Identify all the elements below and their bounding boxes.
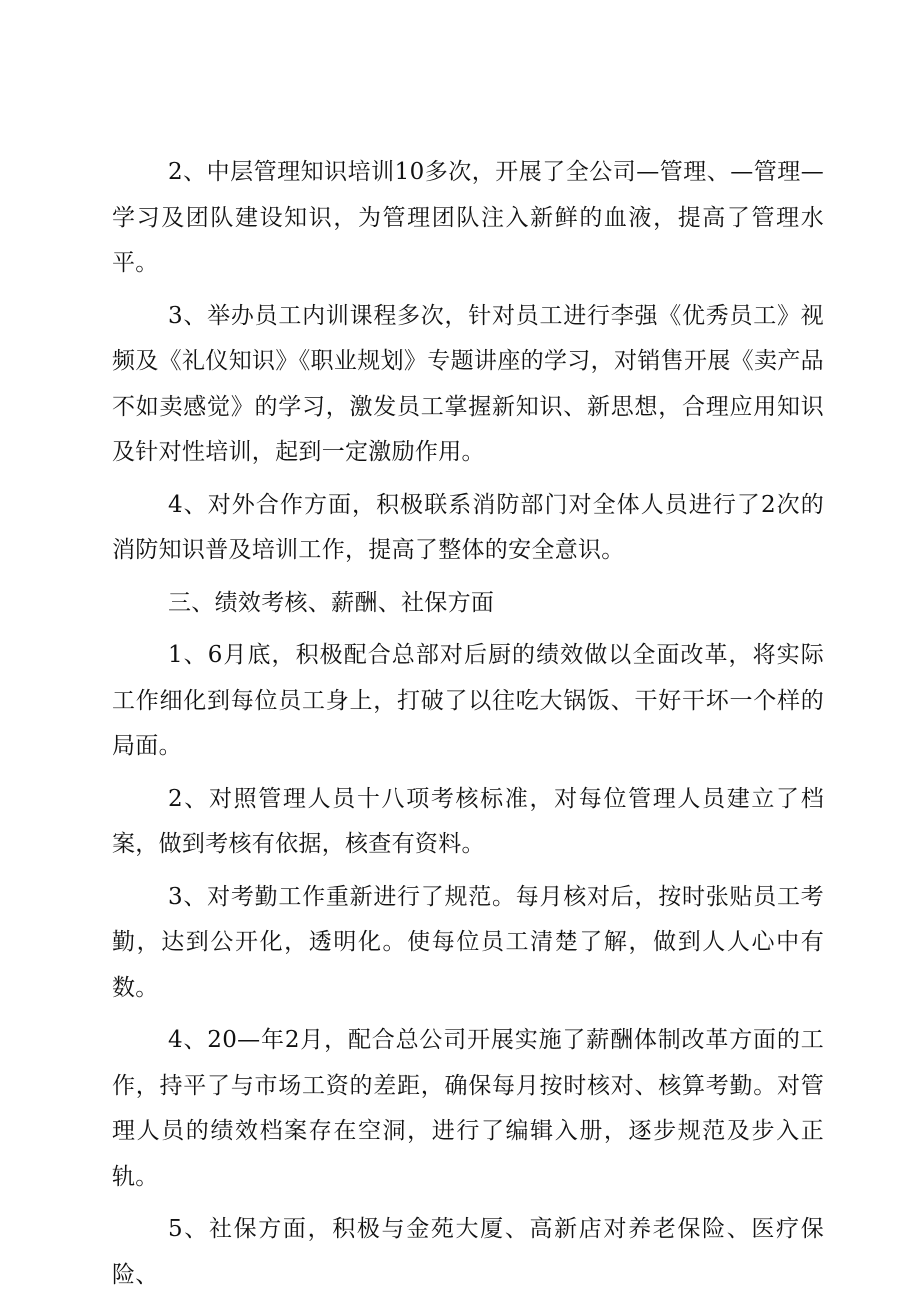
paragraph-assessment-standards: 2、对照管理人员十八项考核标准，对每位管理人员建立了档案，做到考核有依据，核查有资料。 [112, 785, 824, 857]
paragraph-kitchen-reform: 1、6月底，积极配合总部对后厨的绩效做以全面改革，将实际工作细化到每位员工身上，打破了以往吃大锅饭、干好干坏一个样的局面。 [112, 642, 824, 759]
document-body [112, 150, 824, 1305]
paragraph-internal-training: 3、举办员工内训课程多次，针对员工进行李强《优秀员工》视频及《礼仪知识》《职业规划》专题讲座的学习，对销售开展《卖产品不如卖感觉》的学习，激发员工掌握新知识、新思想，合理应用知识及针对性培训，起到一定激励作用。 [112, 302, 824, 465]
paragraph-training-management: 2、中层管理知识培训10多次，开展了全公司—管理、—管理—学习及团队建设知识，为管理团队注入新鲜的血液，提高了管理水平。 [112, 159, 824, 276]
paragraph-social-security: 5、社保方面，积极与金苑大厦、高新店对养老保险、医疗保险、 [112, 1216, 824, 1288]
paragraph-attendance: 3、对考勤工作重新进行了规范。每月核对后，按时张贴员工考勤，达到公开化，透明化。使每位员工清楚了解，做到人人心中有数。 [112, 883, 824, 1001]
paragraph-fire-safety: 4、对外合作方面，积极联系消防部门对全体人员进行了2次的消防知识普及培训工作，提高了整体的安全意识。 [112, 491, 824, 563]
section-heading-performance: 三、绩效考核、薪酬、社保方面 [168, 589, 495, 616]
paragraph-salary-reform: 4、20—年2月，配合总公司开展实施了薪酬体制改革方面的工作，持平了与市场工资的差距，确保每月按时核对、核算考勤。对管理人员的绩效档案存在空洞，进行了编辑入册，逐步规范及步入正轨。 [112, 1027, 824, 1190]
